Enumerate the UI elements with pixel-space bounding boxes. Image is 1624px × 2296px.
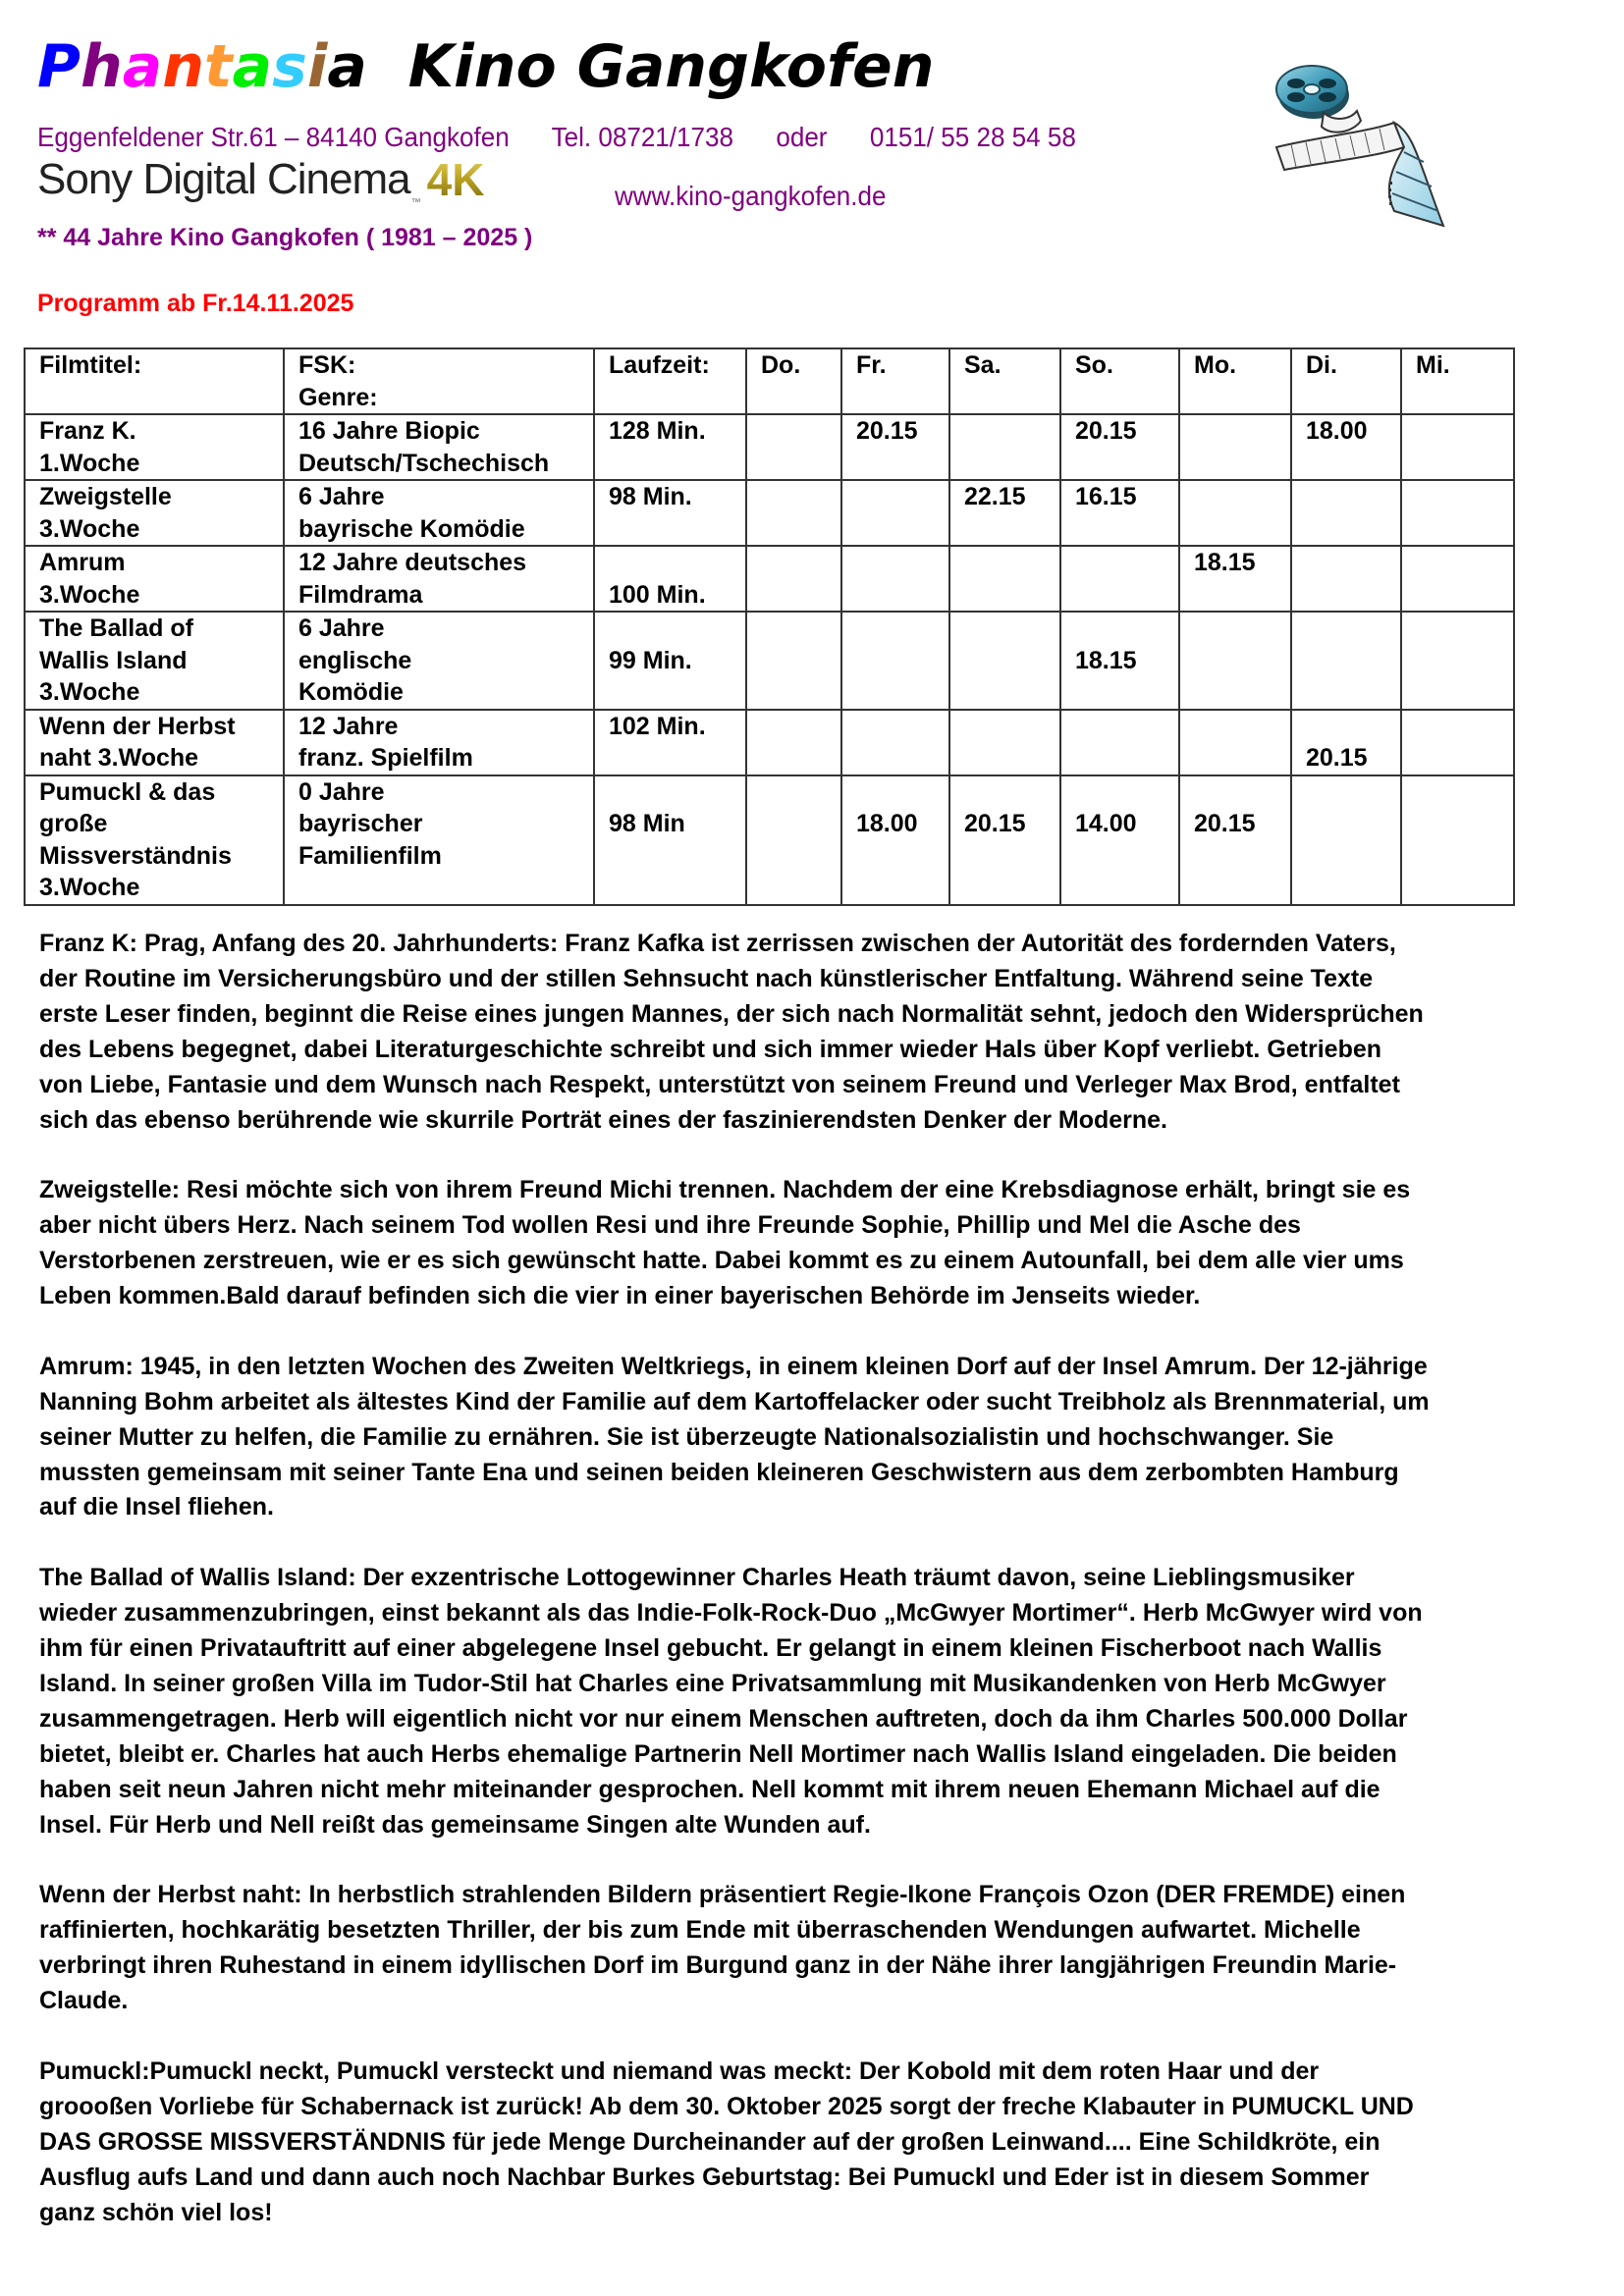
runtime-cell: 98 Min. — [594, 480, 746, 546]
sony-logo-tm: ™ — [410, 197, 421, 208]
fsk-genre-cell — [284, 480, 594, 546]
runtime-cell: 128 Min. — [594, 414, 746, 480]
showtime-fr — [841, 612, 949, 710]
fsk-genre-line: Komödie — [298, 678, 404, 706]
showtime-do — [746, 612, 841, 710]
cinema-title — [37, 27, 934, 106]
runtime-cell: 99 Min. — [594, 612, 746, 710]
film-title: The Ballad of — [39, 614, 193, 642]
showtime-so: 16.15 — [1060, 480, 1179, 546]
fsk-genre-line: 6 Jahre — [298, 614, 385, 642]
description-line: bietet, bleibt er. Charles hat auch Herbs ehemalige Partnerin Nell Mortimer nach Wallis Island eingeladen. Die beiden — [39, 1739, 1397, 1768]
showtime-fr: 20.15 — [841, 414, 949, 480]
runtime-cell: 100 Min. — [594, 546, 746, 612]
description-line: Ausflug aufs Land und dann auch noch Nachbar Burkes Geburtstag: Bei Pumuckl und Eder ist in diesem Sommer — [39, 2163, 1370, 2191]
column-header-do — [746, 348, 841, 414]
description-line: Pumuckl:Pumuckl neckt, Pumuckl versteckt und niemand was meckt: Der Kobold mit dem roten Haar und der — [39, 2056, 1320, 2085]
fsk-genre-line: bayrischer — [298, 810, 423, 837]
table-row — [25, 414, 1514, 480]
fsk-genre-line: englische — [298, 646, 412, 674]
film-week: 3.Woche — [39, 580, 140, 609]
table-row — [25, 710, 1514, 775]
description-franz-k — [39, 927, 1610, 1138]
fsk-genre-line: 12 Jahre — [298, 712, 399, 740]
description-line: The Ballad of Wallis Island: Der exzentrische Lottogewinner Charles Heath träumt davon, seine Lieblingsmusiker — [39, 1564, 1355, 1592]
title-letter: s — [272, 32, 307, 101]
description-line: erste Leser finden, beginnt die Reise eines jungen Mannes, der sich nach Normalität sehnt, jedoch den Widersprüchen — [39, 999, 1424, 1028]
showtime-so — [1060, 546, 1179, 612]
showtime-do — [746, 414, 841, 480]
fsk-genre-cell — [284, 414, 594, 480]
header-label: Mi. — [1416, 351, 1450, 379]
film-title-cell — [25, 546, 284, 612]
address-line: Eggenfeldener Str.61 – 84140 Gangkofen Tel. 08721/1738 oder 0151/ 55 28 54 58 — [37, 122, 1076, 152]
film-title-cell — [25, 775, 284, 905]
showtime-mi — [1401, 414, 1514, 480]
sony-digital-cinema-logo — [37, 153, 485, 208]
showtime-do — [746, 546, 841, 612]
showtime-sa: 22.15 — [949, 480, 1060, 546]
fsk-genre-cell — [284, 775, 594, 905]
film-title: Wallis Island — [39, 646, 188, 674]
film-week: 1.Woche — [39, 449, 140, 477]
title-letter: n — [162, 32, 204, 101]
description-zweigstelle — [39, 1173, 1610, 1314]
film-title: Franz K. — [39, 417, 136, 445]
header-label: FSK: — [298, 351, 356, 379]
film-week: 3.Woche — [39, 678, 140, 706]
title-letter: a — [232, 32, 273, 101]
film-title: Zweigstelle — [39, 483, 172, 510]
column-header-di — [1291, 348, 1401, 414]
film-reel-icon — [1267, 54, 1483, 240]
showtime-so: 18.15 — [1060, 612, 1179, 710]
column-header-filmtitel — [25, 348, 284, 414]
showtime-mo: 20.15 — [1179, 775, 1291, 905]
title-rest: Kino Gangkofen — [366, 32, 935, 101]
showtime-so — [1060, 710, 1179, 775]
description-ballad-of-wallis-island — [39, 1561, 1610, 1842]
header-label: Genre: — [298, 383, 378, 411]
fsk-genre-cell — [284, 546, 594, 612]
description-line: raffinierten, hochkarätig besetzten Thriller, der bis zum Ende mit überraschenden Wendungen aufwartet. Michelle — [39, 1916, 1361, 1945]
film-title-cell — [25, 480, 284, 546]
header-label: Mo. — [1194, 351, 1237, 379]
column-header-so — [1060, 348, 1179, 414]
showtime-di: 18.00 — [1291, 414, 1401, 480]
showtime-mo: 18.15 — [1179, 546, 1291, 612]
title-letter: a — [327, 32, 367, 101]
header-label: So. — [1075, 351, 1113, 379]
description-line: groooßen Vorliebe für Schabernack ist zurück! Ab dem 30. Oktober 2025 sorgt der freche Klabauter in PUMUCKL UND — [39, 2092, 1414, 2120]
website-link[interactable]: www.kino-gangkofen.de — [615, 181, 887, 211]
header-label: Sa. — [964, 351, 1001, 379]
title-letter: h — [80, 32, 123, 101]
fsk-genre-line: Deutsch/Tschechisch — [298, 449, 550, 477]
film-title-cell — [25, 414, 284, 480]
showtime-mi — [1401, 546, 1514, 612]
showtime-sa — [949, 546, 1060, 612]
showtime-mi — [1401, 775, 1514, 905]
fsk-genre-cell — [284, 612, 594, 710]
column-header-fsk-genre — [284, 348, 594, 414]
column-header-fr — [841, 348, 949, 414]
description-line: von Liebe, Fantasie und dem Wunsch nach Respekt, unterstützt von seinem Freund und Verleger Max Brod, entfaltet — [39, 1070, 1400, 1098]
description-pumuckl — [39, 2055, 1610, 2231]
fsk-genre-line: Familienfilm — [298, 841, 442, 870]
fsk-genre-line: bayrische Komödie — [298, 514, 525, 543]
description-amrum — [39, 1350, 1610, 1526]
header-label: Di. — [1306, 351, 1337, 379]
description-line: mussten gemeinsam mit seiner Tante Ena und seinen beiden kleineren Geschwistern aus dem zerbombten Hamburg — [39, 1458, 1399, 1486]
showtime-mi — [1401, 612, 1514, 710]
description-line: verbringt ihren Ruhestand in einem idyllischen Dorf im Burgund ganz in der Nähe ihrer langjährigen Freundin Marie- — [39, 1951, 1397, 1980]
description-line: Insel. Für Herb und Nell reißt das gemeinsame Singen alte Wunden auf. — [39, 1810, 871, 1839]
fsk-genre-line: Filmdrama — [298, 580, 423, 609]
column-header-laufzeit — [594, 348, 746, 414]
description-wenn-der-herbst-naht — [39, 1878, 1610, 2019]
showtime-mo — [1179, 612, 1291, 710]
description-line: aber nicht übers Herz. Nach seinem Tod wollen Resi und ihre Freunde Sophie, Phillip und Mel die Asche des — [39, 1211, 1301, 1240]
sony-logo-text: Sony Digital Cinema — [37, 155, 410, 203]
showtime-mo — [1179, 480, 1291, 546]
showtime-do — [746, 480, 841, 546]
showtime-di — [1291, 546, 1401, 612]
description-line: sich das ebenso berührende wie skurrile Porträt eines der faszinierendsten Denker der Moderne. — [39, 1105, 1167, 1134]
fsk-genre-line: 6 Jahre — [298, 483, 385, 510]
title-letter: t — [203, 32, 233, 101]
showtime-fr: 18.00 — [841, 775, 949, 905]
showtime-mi — [1401, 710, 1514, 775]
description-line: DAS GROSSE MISSVERSTÄNDNIS für jede Menge Durcheinander auf der großen Leinwand.... Eine Schildkröte, ein — [39, 2127, 1380, 2156]
description-line: Franz K: Prag, Anfang des 20. Jahrhunderts: Franz Kafka ist zerrissen zwischen der Autorität des fordernden Vaters, — [39, 930, 1396, 957]
film-title-cell — [25, 710, 284, 775]
showtime-mi — [1401, 480, 1514, 546]
fsk-genre-line: franz. Spielfilm — [298, 744, 473, 772]
schedule-table — [24, 347, 1515, 906]
title-letter: P — [37, 32, 81, 101]
film-title: Pumuckl & das — [39, 777, 216, 806]
sony-logo-4k: 4K — [426, 154, 485, 205]
header-label: Laufzeit: — [609, 351, 710, 379]
showtime-sa — [949, 414, 1060, 480]
showtime-sa — [949, 612, 1060, 710]
description-line: haben seit neun Jahren nicht mehr miteinander gesprochen. Nell kommt mit ihrem neuen Ehemann Michael auf die — [39, 1775, 1380, 1803]
header-label: Fr. — [856, 351, 887, 379]
table-header-row — [25, 348, 1514, 414]
film-week: naht 3.Woche — [39, 744, 199, 772]
table-row — [25, 612, 1514, 710]
description-line: Nanning Bohm arbeitet als ältestes Kind der Familie auf dem Kartoffelacker oder sucht Treibholz als Brennmaterial, um — [39, 1387, 1430, 1415]
film-title: Amrum — [39, 549, 126, 576]
showtime-di: 20.15 — [1291, 710, 1401, 775]
showtime-so: 20.15 — [1060, 414, 1179, 480]
film-title: große — [39, 810, 108, 837]
description-line: auf die Insel fliehen. — [39, 1493, 274, 1522]
showtime-do — [746, 710, 841, 775]
film-title-cell — [25, 612, 284, 710]
table-row — [25, 775, 1514, 905]
title-letter: a — [122, 32, 163, 101]
film-week: 3.Woche — [39, 514, 140, 543]
description-line: Zweigstelle: Resi möchte sich von ihrem Freund Michi trennen. Nachdem der eine Krebsdiagnose erhält, bringt sie es — [39, 1176, 1411, 1204]
film-title: Missverständnis — [39, 841, 232, 870]
description-line: Verstorbenen zerstreuen, wie er es sich gewünscht hatte. Dabei kommt es zu einem Autounfall, bei dem alle vier ums — [39, 1247, 1404, 1275]
program-start-date: Programm ab Fr.14.11.2025 — [37, 290, 354, 317]
fsk-genre-line: 16 Jahre Biopic — [298, 417, 480, 445]
column-header-mo — [1179, 348, 1291, 414]
runtime-cell: 102 Min. — [594, 710, 746, 775]
column-header-sa — [949, 348, 1060, 414]
fsk-genre-line: 12 Jahre deutsches — [298, 549, 527, 576]
showtime-so: 14.00 — [1060, 775, 1179, 905]
table-row — [25, 546, 1514, 612]
showtime-sa: 20.15 — [949, 775, 1060, 905]
description-line: seiner Mutter zu helfen, die Familie zu ernähren. Sie ist überzeugte Nationalsozialistin und hochschwanger. Sie — [39, 1422, 1334, 1451]
description-line: wieder zusammenzubringen, einst bekannt als das Indie-Folk-Rock-Duo „McGwyer Mortimer“. Herb McGwyer wird von — [39, 1599, 1423, 1628]
table-row — [25, 480, 1514, 546]
film-week: 3.Woche — [39, 874, 140, 901]
description-line: der Routine im Versicherungsbüro und der stillen Sehnsucht nach künstlerischer Entfaltung. Während seine Texte — [39, 964, 1374, 992]
header-label: Do. — [761, 351, 801, 379]
description-line: des Lebens begegnet, dabei Literaturgeschichte schreibt und sich immer wieder Hals über Kopf verliebt. Getrieben — [39, 1035, 1382, 1063]
showtime-sa — [949, 710, 1060, 775]
description-line: zusammengetragen. Herb will eigentlich nicht vor nur einem Menschen auftreten, doch da ihm Charles 500.000 Dollar — [39, 1704, 1408, 1733]
description-line: Amrum: 1945, in den letzten Wochen des Zweiten Weltkriegs, in einem kleinen Dorf auf der Insel Amrum. Der 12-jährige — [39, 1352, 1428, 1380]
runtime-cell: 98 Min — [594, 775, 746, 905]
description-line: Wenn der Herbst naht: In herbstlich strahlenden Bildern präsentiert Regie-Ikone François Ozon (DER FREMDE) einen — [39, 1881, 1406, 1909]
showtime-fr — [841, 710, 949, 775]
film-descriptions — [39, 927, 1610, 2266]
title-letter: i — [306, 32, 328, 101]
column-header-mi — [1401, 348, 1514, 414]
showtime-di — [1291, 480, 1401, 546]
description-line: ganz schön viel los! — [39, 2198, 273, 2226]
description-line: Island. In seiner großen Villa im Tudor-Stil hat Charles eine Privatsammlung mit Musikandenken von Herb McGwyer — [39, 1669, 1386, 1697]
header-label: Filmtitel: — [39, 351, 142, 379]
showtime-di — [1291, 612, 1401, 710]
showtime-do — [746, 775, 841, 905]
showtime-fr — [841, 480, 949, 546]
film-title: Wenn der Herbst — [39, 712, 236, 740]
showtime-mo — [1179, 710, 1291, 775]
description-line: Leben kommen.Bald darauf befinden sich die vier in einer bayerischen Behörde im Jenseits wieder. — [39, 1282, 1201, 1310]
showtime-fr — [841, 546, 949, 612]
fsk-genre-cell — [284, 710, 594, 775]
showtime-mo — [1179, 414, 1291, 480]
description-line: Claude. — [39, 1987, 129, 2015]
anniversary-line: ** 44 Jahre Kino Gangkofen ( 1981 – 2025 ) — [37, 224, 533, 251]
description-line: ihm für einen Privatauftritt auf einer abgelegene Insel gebucht. Er gelangt in einem kleinen Fischerboot nach Wallis — [39, 1634, 1382, 1663]
fsk-genre-line: 0 Jahre — [298, 777, 385, 806]
showtime-di — [1291, 775, 1401, 905]
